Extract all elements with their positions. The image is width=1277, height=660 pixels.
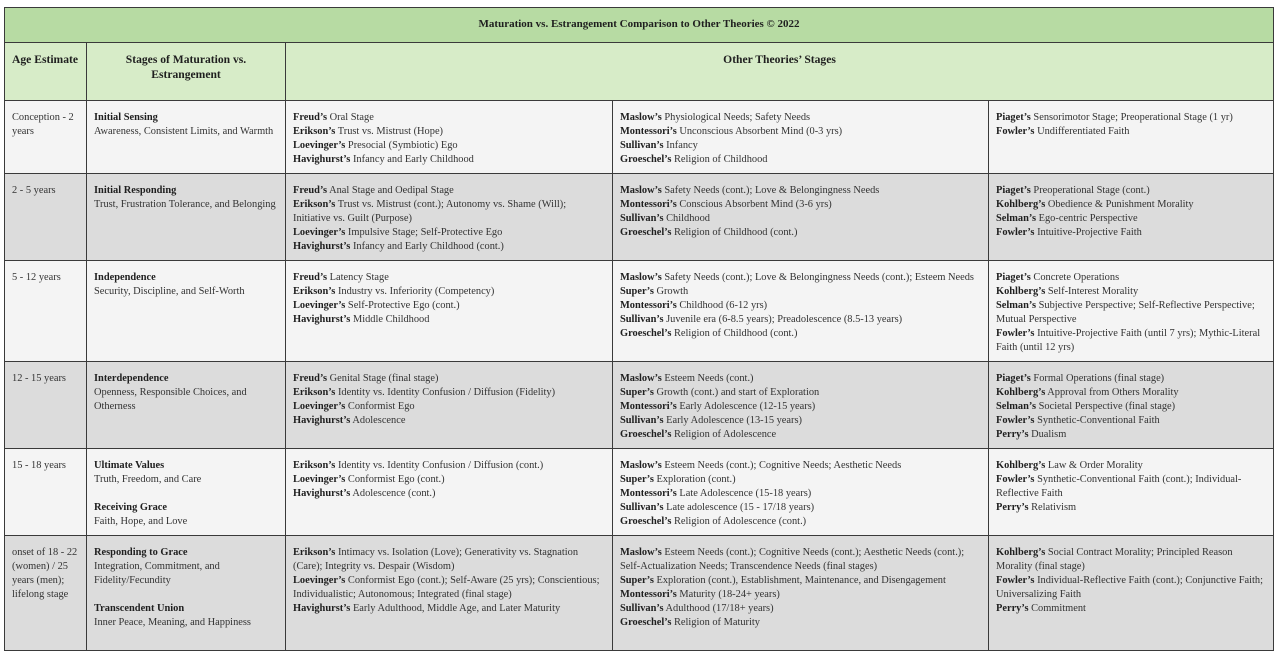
theory-stage-text: Safety Needs (cont.); Love & Belongingness Needs <box>661 185 880 196</box>
theorist-name: Fowler’s <box>996 327 1035 339</box>
theorist-name: Sullivan’s <box>620 414 664 426</box>
theory-stage-text: Juvenile era (6-8.5 years); Preadolescence (8.5-13 years) <box>663 313 903 325</box>
theory-stage-text: Early Adolescence (12-15 years) <box>676 400 816 412</box>
theory-cell-1 <box>286 261 613 362</box>
theory-stage-text: Ego-centric Perspective <box>1036 212 1138 224</box>
theory-entry <box>620 487 981 501</box>
theory-cell-3 <box>989 536 1274 651</box>
theory-stage-text: Obedience & Punishment Morality <box>1045 198 1194 210</box>
theory-stage-text: Commitment <box>1028 602 1086 614</box>
theory-cell-3 <box>989 449 1274 536</box>
table-row <box>5 536 1274 651</box>
theory-stage-text: Preoperational Stage (cont.) <box>1030 185 1150 196</box>
theory-stage-text: Adolescence (cont.) <box>350 487 436 499</box>
theorist-name: Freud’s <box>293 185 328 196</box>
theory-stage-text: Early Adolescence (13-15 years) <box>663 414 802 426</box>
theory-cell-1 <box>286 362 613 449</box>
stage-description: Inner Peace, Meaning, and Happiness <box>94 616 251 628</box>
theory-entry <box>620 616 981 630</box>
maturation-stage-cell <box>87 174 286 261</box>
theory-entry <box>620 198 981 212</box>
theory-stage-text: Growth (cont.) and start of Exploration <box>653 386 820 398</box>
theorist-name: Sullivan’s <box>620 313 664 325</box>
theory-entry <box>620 588 981 602</box>
stage-title: Independence <box>94 272 156 283</box>
theorist-name: Kohlberg’s <box>996 460 1046 471</box>
theorist-name: Groeschel’s <box>620 153 672 165</box>
theorist-name: Sullivan’s <box>620 212 664 224</box>
theorist-name: Super’s <box>620 285 654 297</box>
theorist-name: Sullivan’s <box>620 501 664 513</box>
theory-entry <box>996 285 1266 299</box>
age-estimate-cell: 5 - 12 years <box>5 261 87 362</box>
stage-title: Initial Sensing <box>94 112 158 123</box>
stage-title: Initial Responding <box>94 185 177 196</box>
theorist-name: Maslow’s <box>620 185 662 196</box>
theorist-name: Fowler’s <box>996 226 1035 238</box>
theorist-name: Maslow’s <box>620 373 662 384</box>
theory-entry <box>620 386 981 400</box>
stage-title: Interdependence <box>94 373 169 384</box>
theorist-name: Erikson’s <box>293 547 336 558</box>
theorist-name: Freud’s <box>293 112 328 123</box>
theory-entry <box>620 602 981 616</box>
theorist-name: Fowler’s <box>996 414 1035 426</box>
theory-entry <box>620 546 981 574</box>
theorist-name: Erikson’s <box>293 285 336 297</box>
theory-stage-text: Conformist Ego <box>345 400 415 412</box>
stage-description: Awareness, Consistent Limits, and Warmth <box>94 125 274 137</box>
table-row <box>5 174 1274 261</box>
theory-entry <box>996 473 1266 501</box>
theorist-name: Selman’s <box>996 400 1037 412</box>
theorist-name: Selman’s <box>996 299 1037 311</box>
theory-stage-text: Synthetic-Conventional Faith (cont.); Individual-Reflective Faith <box>996 473 1242 499</box>
theory-stage-text: Industry vs. Inferiority (Competency) <box>335 285 495 297</box>
theorist-name: Loevinger’s <box>293 400 346 412</box>
theory-stage-text: Social Contract Morality; Principled Reason Morality (final stage) <box>996 547 1233 572</box>
theorist-name: Groeschel’s <box>620 428 672 440</box>
theorist-name: Groeschel’s <box>620 515 672 527</box>
theory-entry <box>293 125 605 139</box>
theory-entry <box>996 184 1266 198</box>
theory-entry <box>996 501 1266 515</box>
theory-entry <box>620 271 981 285</box>
theory-entry <box>996 574 1266 602</box>
theory-entry <box>996 414 1266 428</box>
theory-entry <box>996 602 1266 616</box>
theorist-name: Super’s <box>620 473 654 485</box>
theory-cell-2 <box>613 174 989 261</box>
theory-cell-1 <box>286 536 613 651</box>
stage-title: Receiving Grace <box>94 501 167 513</box>
theory-entry <box>620 285 981 299</box>
theory-entry <box>996 125 1266 139</box>
theory-stage-text: Relativism <box>1028 501 1077 513</box>
header-stages: Stages of Maturation vs. Estrangement <box>87 43 286 101</box>
theory-entry <box>620 428 981 442</box>
theory-entry <box>996 212 1266 226</box>
theorist-name: Montessori’s <box>620 400 677 412</box>
theory-entry <box>996 299 1266 327</box>
theorist-name: Piaget’s <box>996 272 1031 283</box>
theory-stage-text: Childhood <box>663 212 710 224</box>
theorist-name: Erikson’s <box>293 460 336 471</box>
stage-description: Faith, Hope, and Love <box>94 515 188 527</box>
theory-stage-text: Individual-Reflective Faith (cont.); Conjunctive Faith; Universalizing Faith <box>996 574 1264 600</box>
theory-stage-text: Growth <box>653 285 689 297</box>
theory-cell-3 <box>989 101 1274 174</box>
theory-stage-text: Religion of Childhood (cont.) <box>671 327 798 339</box>
theory-stage-text: Maturity (18-24+ years) <box>676 588 780 600</box>
header-age-estimate: Age Estimate <box>5 43 87 101</box>
theorist-name: Havighurst’s <box>293 153 351 165</box>
theory-entry <box>996 226 1266 240</box>
theory-entry <box>620 574 981 588</box>
theory-stage-text: Esteem Needs (cont.); Cognitive Needs; Aesthetic Needs <box>661 460 902 471</box>
theory-stage-text: Early Adulthood, Middle Age, and Later Maturity <box>350 602 561 614</box>
stage-title: Transcendent Union <box>94 602 185 614</box>
comparison-table <box>4 7 1274 651</box>
theory-stage-text: Trust vs. Mistrust (Hope) <box>335 125 444 137</box>
age-estimate-cell: onset of 18 - 22 (women) / 25 years (men); lifelong stage <box>5 536 87 651</box>
theory-stage-text: Synthetic-Conventional Faith <box>1034 414 1160 426</box>
theory-stage-text: Subjective Perspective; Self-Reflective Perspective; Mutual Perspective <box>996 299 1255 325</box>
stage-description: Integration, Commitment, and Fidelity/Fecundity <box>94 560 220 586</box>
theory-entry <box>620 125 981 139</box>
theorist-name: Montessori’s <box>620 487 677 499</box>
theory-entry <box>293 240 605 254</box>
theory-stage-text: Undifferentiated Faith <box>1034 125 1130 137</box>
theory-stage-text: Esteem Needs (cont.) <box>661 373 754 384</box>
theorist-name: Loevinger’s <box>293 299 346 311</box>
theorist-name: Fowler’s <box>996 473 1035 485</box>
stage-description: Openness, Responsible Choices, and Otherness <box>94 386 247 412</box>
theory-entry <box>293 111 605 125</box>
theorist-name: Loevinger’s <box>293 139 346 151</box>
theory-entry <box>620 226 981 240</box>
stage-description: Security, Discipline, and Self-Worth <box>94 285 245 297</box>
theory-entry <box>620 400 981 414</box>
theorist-name: Loevinger’s <box>293 226 346 238</box>
theory-entry <box>996 111 1266 125</box>
theorist-name: Groeschel’s <box>620 226 672 238</box>
theorist-name: Kohlberg’s <box>996 386 1046 398</box>
theorist-name: Erikson’s <box>293 386 336 398</box>
table-row <box>5 261 1274 362</box>
theorist-name: Perry’s <box>996 602 1029 614</box>
theorist-name: Havighurst’s <box>293 487 351 499</box>
theorist-name: Montessori’s <box>620 198 677 210</box>
theorist-name: Montessori’s <box>620 299 677 311</box>
theory-entry <box>293 473 605 487</box>
stage-spacer <box>94 487 278 501</box>
theorist-name: Super’s <box>620 386 654 398</box>
theory-cell-3 <box>989 174 1274 261</box>
theory-entry <box>293 487 605 501</box>
theory-entry <box>293 285 605 299</box>
theory-stage-text: Religion of Childhood <box>671 153 768 165</box>
theorist-name: Montessori’s <box>620 588 677 600</box>
theory-stage-text: Conformist Ego (cont.) <box>345 473 445 485</box>
theory-entry <box>996 372 1266 386</box>
theory-entry <box>996 400 1266 414</box>
theory-stage-text: Identity vs. Identity Confusion / Diffusion (cont.) <box>335 460 544 471</box>
age-estimate-cell: 12 - 15 years <box>5 362 87 449</box>
theory-stage-text: Middle Childhood <box>350 313 430 325</box>
theorist-name: Maslow’s <box>620 547 662 558</box>
theory-entry <box>620 111 981 125</box>
theory-stage-text: Exploration (cont.), Establishment, Maintenance, and Disengagement <box>653 574 946 586</box>
theory-stage-text: Trust vs. Mistrust (cont.); Autonomy vs. Shame (Will); Initiative vs. Guilt (Purpose) <box>293 198 567 224</box>
theory-entry <box>293 153 605 167</box>
theory-stage-text: Infancy and Early Childhood <box>350 153 474 165</box>
theorist-name: Super’s <box>620 574 654 586</box>
theorist-name: Fowler’s <box>996 574 1035 586</box>
theory-entry <box>293 226 605 240</box>
theory-entry <box>293 313 605 327</box>
theory-entry <box>996 428 1266 442</box>
theory-entry <box>293 372 605 386</box>
theory-entry <box>620 414 981 428</box>
theory-stage-text: Self-Protective Ego (cont.) <box>345 299 460 311</box>
theorist-name: Kohlberg’s <box>996 198 1046 210</box>
theory-entry <box>620 299 981 313</box>
theory-entry <box>620 459 981 473</box>
theory-entry <box>293 602 605 616</box>
theory-cell-2 <box>613 261 989 362</box>
theory-stage-text: Identity vs. Identity Confusion / Diffusion (Fidelity) <box>335 386 556 398</box>
theory-entry <box>293 546 605 574</box>
theorist-name: Havighurst’s <box>293 313 351 325</box>
theory-stage-text: Late adolescence (15 - 17/18 years) <box>663 501 815 513</box>
stage-title: Responding to Grace <box>94 547 188 558</box>
theory-entry <box>293 184 605 198</box>
table-row <box>5 449 1274 536</box>
table-row <box>5 362 1274 449</box>
theory-entry <box>293 198 605 226</box>
theory-stage-text: Religion of Adolescence <box>671 428 777 440</box>
theorist-name: Kohlberg’s <box>996 285 1046 297</box>
age-estimate-cell: 15 - 18 years <box>5 449 87 536</box>
theorist-name: Freud’s <box>293 373 328 384</box>
theory-stage-text: Formal Operations (final stage) <box>1030 373 1165 384</box>
theory-stage-text: Self-Interest Morality <box>1045 285 1139 297</box>
theorist-name: Erikson’s <box>293 125 336 137</box>
theorist-name: Montessori’s <box>620 125 677 137</box>
theorist-name: Kohlberg’s <box>996 547 1046 558</box>
age-estimate-cell: Conception - 2 years <box>5 101 87 174</box>
theory-entry <box>996 386 1266 400</box>
theory-stage-text: Religion of Childhood (cont.) <box>671 226 798 238</box>
theory-cell-1 <box>286 449 613 536</box>
theory-stage-text: Concrete Operations <box>1030 272 1120 283</box>
theory-entry <box>620 313 981 327</box>
theory-stage-text: Esteem Needs (cont.); Cognitive Needs (cont.); Aesthetic Needs (cont.); Self-Actualization Needs; Transcendence Needs (final stages) <box>620 547 965 572</box>
theory-entry <box>620 473 981 487</box>
theory-entry <box>996 327 1266 355</box>
theorist-name: Havighurst’s <box>293 602 351 614</box>
theory-stage-text: Intuitive-Projective Faith <box>1034 226 1142 238</box>
theorist-name: Maslow’s <box>620 460 662 471</box>
theory-entry <box>996 271 1266 285</box>
header-other-theories: Other Theories’ Stages <box>286 43 1274 101</box>
theory-entry <box>620 327 981 341</box>
theorist-name: Maslow’s <box>620 112 662 123</box>
stage-title: Ultimate Values <box>94 460 165 471</box>
theorist-name: Perry’s <box>996 501 1029 513</box>
theory-stage-text: Conformist Ego (cont.); Self-Aware (25 yrs); Conscientious; Individualistic; Autonomous; Integrated (final stage) <box>293 574 600 600</box>
maturation-stage-cell <box>87 261 286 362</box>
theory-entry <box>996 198 1266 212</box>
maturation-stage-cell <box>87 101 286 174</box>
table-title: Maturation vs. Estrangement Comparison to Other Theories © 2022 <box>5 8 1274 43</box>
theory-stage-text: Unconscious Absorbent Mind (0-3 yrs) <box>676 125 843 137</box>
theory-cell-3 <box>989 261 1274 362</box>
theorist-name: Freud’s <box>293 272 328 283</box>
theory-stage-text: Adulthood (17/18+ years) <box>663 602 774 614</box>
theory-cell-1 <box>286 174 613 261</box>
theory-stage-text: Oral Stage <box>327 112 374 123</box>
theory-stage-text: Sensorimotor Stage; Preoperational Stage (1 yr) <box>1030 112 1233 123</box>
table-row <box>5 101 1274 174</box>
theory-entry <box>293 414 605 428</box>
theory-cell-2 <box>613 536 989 651</box>
maturation-stage-cell <box>87 362 286 449</box>
theory-cell-1 <box>286 101 613 174</box>
stage-spacer <box>94 588 278 602</box>
theorist-name: Sullivan’s <box>620 602 664 614</box>
comparison-table-wrapper <box>4 7 1273 651</box>
theory-stage-text: Safety Needs (cont.); Love & Belongingness Needs (cont.); Esteem Needs <box>661 272 974 283</box>
theory-entry <box>293 400 605 414</box>
theory-stage-text: Conscious Absorbent Mind (3-6 yrs) <box>676 198 832 210</box>
theory-stage-text: Religion of Adolescence (cont.) <box>671 515 807 527</box>
theorist-name: Groeschel’s <box>620 616 672 628</box>
theory-entry <box>620 372 981 386</box>
theorist-name: Groeschel’s <box>620 327 672 339</box>
theory-entry <box>293 574 605 602</box>
theory-stage-text: Adolescence <box>350 414 406 426</box>
theory-cell-2 <box>613 449 989 536</box>
theory-stage-text: Late Adolescence (15-18 years) <box>676 487 812 499</box>
theory-stage-text: Intimacy vs. Isolation (Love); Generativity vs. Stagnation (Care); Integrity vs. Despair (Wisdom) <box>293 547 579 572</box>
theory-entry <box>293 299 605 313</box>
theory-entry <box>293 386 605 400</box>
theorist-name: Selman’s <box>996 212 1037 224</box>
theorist-name: Erikson’s <box>293 198 336 210</box>
theory-entry <box>996 459 1266 473</box>
table-body <box>5 101 1274 651</box>
stage-description: Truth, Freedom, and Care <box>94 473 202 485</box>
theory-stage-text: Physiological Needs; Safety Needs <box>661 112 811 123</box>
theory-stage-text: Presocial (Symbiotic) Ego <box>345 139 458 151</box>
theory-cell-3 <box>989 362 1274 449</box>
theory-entry <box>620 153 981 167</box>
theory-entry <box>620 139 981 153</box>
theorist-name: Sullivan’s <box>620 139 664 151</box>
theory-entry <box>293 271 605 285</box>
theory-entry <box>620 212 981 226</box>
theory-stage-text: Infancy and Early Childhood (cont.) <box>350 240 504 252</box>
theory-cell-2 <box>613 101 989 174</box>
theory-stage-text: Intuitive-Projective Faith (until 7 yrs); Mythic-Literal Faith (until 12 yrs) <box>996 327 1261 353</box>
theory-stage-text: Societal Perspective (final stage) <box>1036 400 1176 412</box>
theory-cell-2 <box>613 362 989 449</box>
theory-stage-text: Childhood (6-12 yrs) <box>676 299 768 311</box>
table-header-row <box>5 43 1274 101</box>
theory-entry <box>620 501 981 515</box>
theory-entry <box>293 459 605 473</box>
theory-stage-text: Dualism <box>1028 428 1067 440</box>
maturation-stage-cell <box>87 449 286 536</box>
theory-entry <box>620 184 981 198</box>
table-title-row <box>5 8 1274 43</box>
theorist-name: Piaget’s <box>996 112 1031 123</box>
theorist-name: Havighurst’s <box>293 240 351 252</box>
stage-description: Trust, Frustration Tolerance, and Belonging <box>94 198 276 210</box>
theory-entry <box>293 139 605 153</box>
theory-stage-text: Latency Stage <box>327 272 389 283</box>
theory-stage-text: Anal Stage and Oedipal Stage <box>327 185 454 196</box>
theory-stage-text: Religion of Maturity <box>671 616 760 628</box>
theorist-name: Havighurst’s <box>293 414 351 426</box>
theorist-name: Maslow’s <box>620 272 662 283</box>
age-estimate-cell: 2 - 5 years <box>5 174 87 261</box>
theorist-name: Piaget’s <box>996 373 1031 384</box>
maturation-stage-cell <box>87 536 286 651</box>
theorist-name: Fowler’s <box>996 125 1035 137</box>
theory-stage-text: Approval from Others Morality <box>1045 386 1179 398</box>
theory-stage-text: Law & Order Morality <box>1045 460 1143 471</box>
theory-stage-text: Genital Stage (final stage) <box>327 373 439 384</box>
theorist-name: Perry’s <box>996 428 1029 440</box>
theorist-name: Loevinger’s <box>293 574 346 586</box>
theory-stage-text: Exploration (cont.) <box>653 473 736 485</box>
theory-entry <box>996 546 1266 574</box>
theory-stage-text: Infancy <box>663 139 698 151</box>
theory-stage-text: Impulsive Stage; Self-Protective Ego <box>345 226 503 238</box>
theorist-name: Piaget’s <box>996 185 1031 196</box>
theory-entry <box>620 515 981 529</box>
theorist-name: Loevinger’s <box>293 473 346 485</box>
